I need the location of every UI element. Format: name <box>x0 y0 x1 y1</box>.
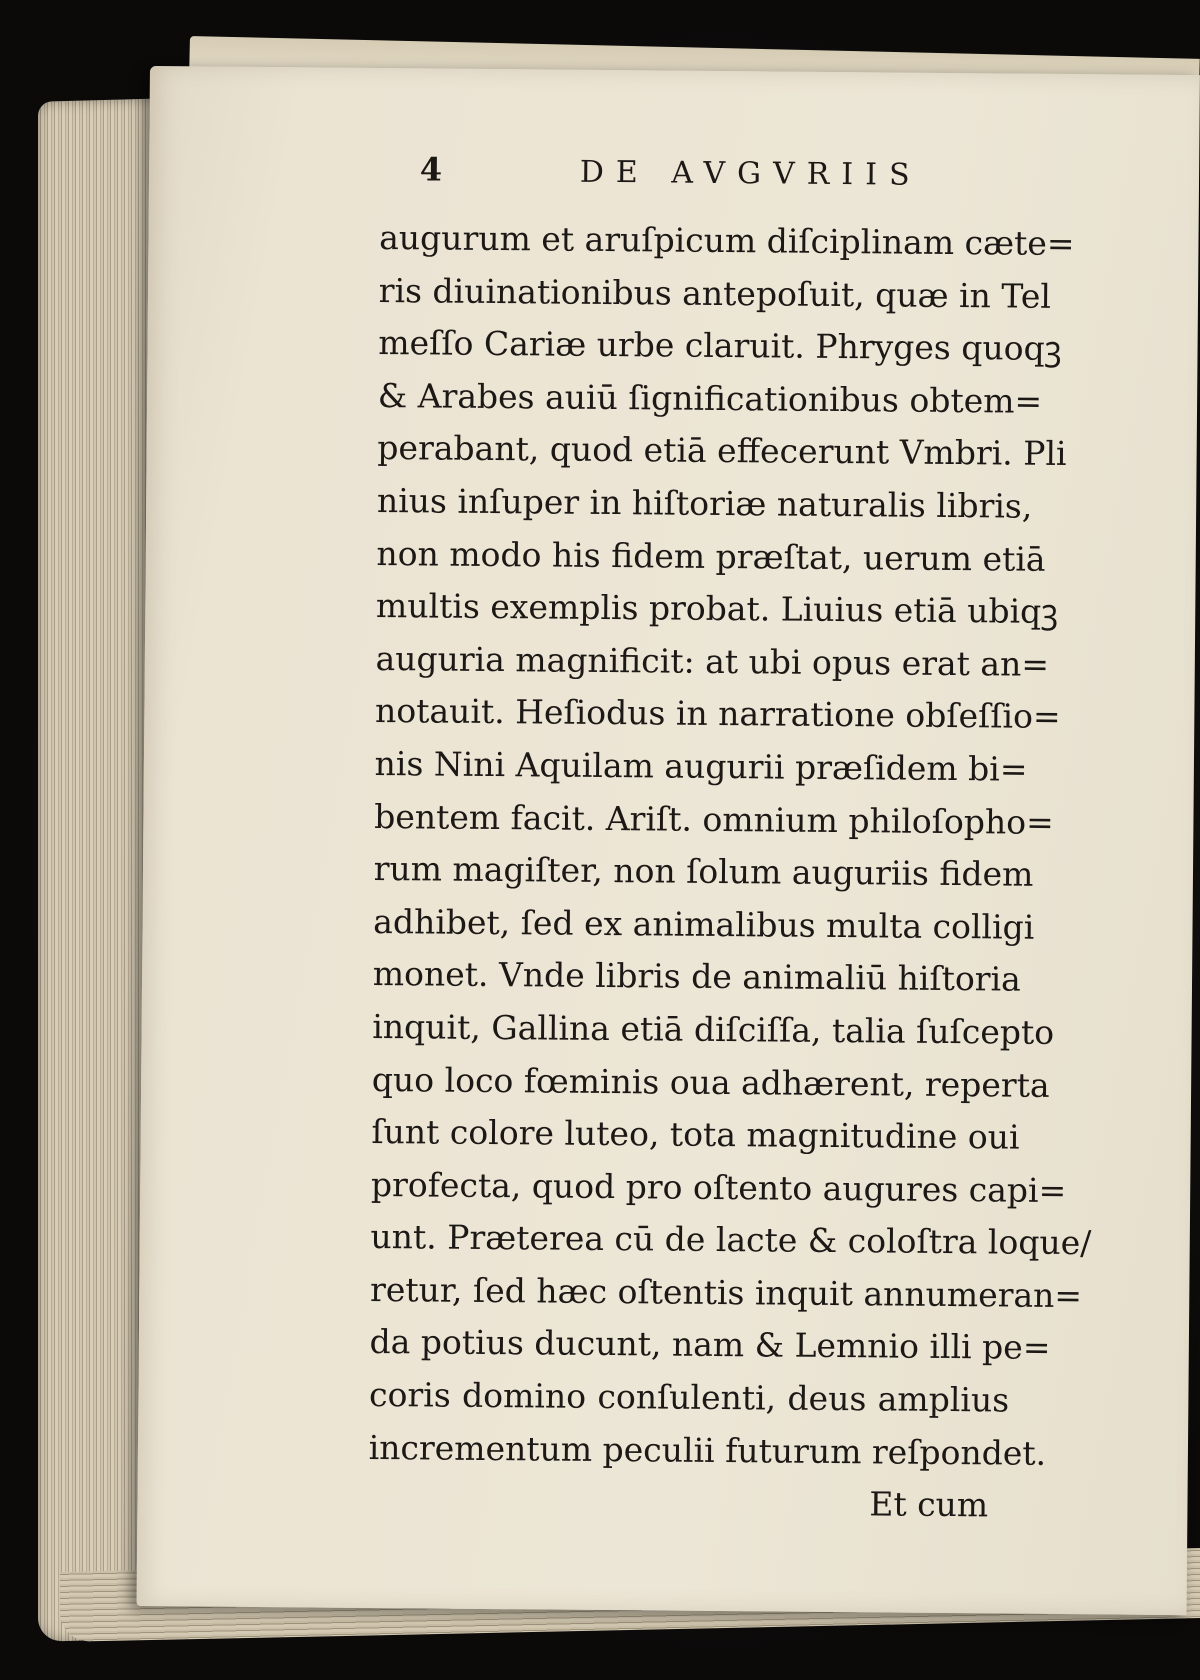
text-line: inquit, Gallina etiā diſciſſa, talia ſuſcepto <box>372 1006 1055 1052</box>
text-line: retur, ſed hæc oſtentis inquit annumeran= <box>369 1269 1083 1316</box>
text-line: notauit. Heſiodus in narratione obſeſſio= <box>374 691 1061 737</box>
text-block <box>368 150 1100 1576</box>
page-number: 4 <box>419 150 443 189</box>
text-line: coris domino conſulenti, deus amplius <box>368 1375 1010 1420</box>
body-text <box>368 212 1099 1480</box>
text-line: quo loco fœminis oua adhærent, reperta <box>371 1059 1050 1105</box>
text-line: monet. Vnde libris de animaliū hiſtoria <box>372 954 1021 999</box>
catchword: Et cum <box>869 1484 989 1525</box>
text-line: auguria magnificit: at ubi opus erat an= <box>375 638 1050 684</box>
text-line: meſſo Cariæ urbe claruit. Phryges quoqꝫ <box>378 323 1062 369</box>
text-line: profecta, quod pro oſtento augures capi= <box>370 1164 1067 1210</box>
text-line: adhibet, ſed ex animalibus multa colligi <box>373 901 1035 947</box>
text-line: ris diuinationibus antepoſuit, quæ in Tel <box>378 270 1052 316</box>
text-line: nis Nini Aquilam augurii præſidem bi= <box>374 743 1028 789</box>
text-line: unt. Præterea cū de lacte & coloſtra loque/ <box>370 1217 1092 1263</box>
text-line: bentem facit. Ariſt. omnium philoſopho= <box>374 796 1054 842</box>
text-line: rum magiſter, non ſolum auguriis fidem <box>373 849 1034 894</box>
text-line: multis exemplis probat. Liuius etiā ubiqꝫ <box>375 586 1059 632</box>
text-line: da potius ducunt, nam & Lemnio illi pe= <box>369 1322 1051 1368</box>
text-line: non modo his fidem præſtat, uerum etiā <box>376 533 1046 579</box>
running-head <box>419 150 1099 214</box>
text-line: ſunt colore luteo, tota magnitudine oui <box>371 1112 1020 1157</box>
text-line: nius inſuper in hiſtoriæ naturalis libris, <box>376 480 1033 526</box>
text-line: & Arabes auiū ſignificationibus obtem= <box>377 375 1043 421</box>
text-line: augurum et aruſpicum diſciplinam cæte= <box>379 217 1075 264</box>
text-line: incrementum peculii futurum reſpondet. <box>368 1427 1047 1473</box>
text-line: perabant, quod etiā effecerunt Vmbri. Pli <box>377 428 1067 474</box>
running-title: DE AVGVRIIS <box>579 154 922 193</box>
